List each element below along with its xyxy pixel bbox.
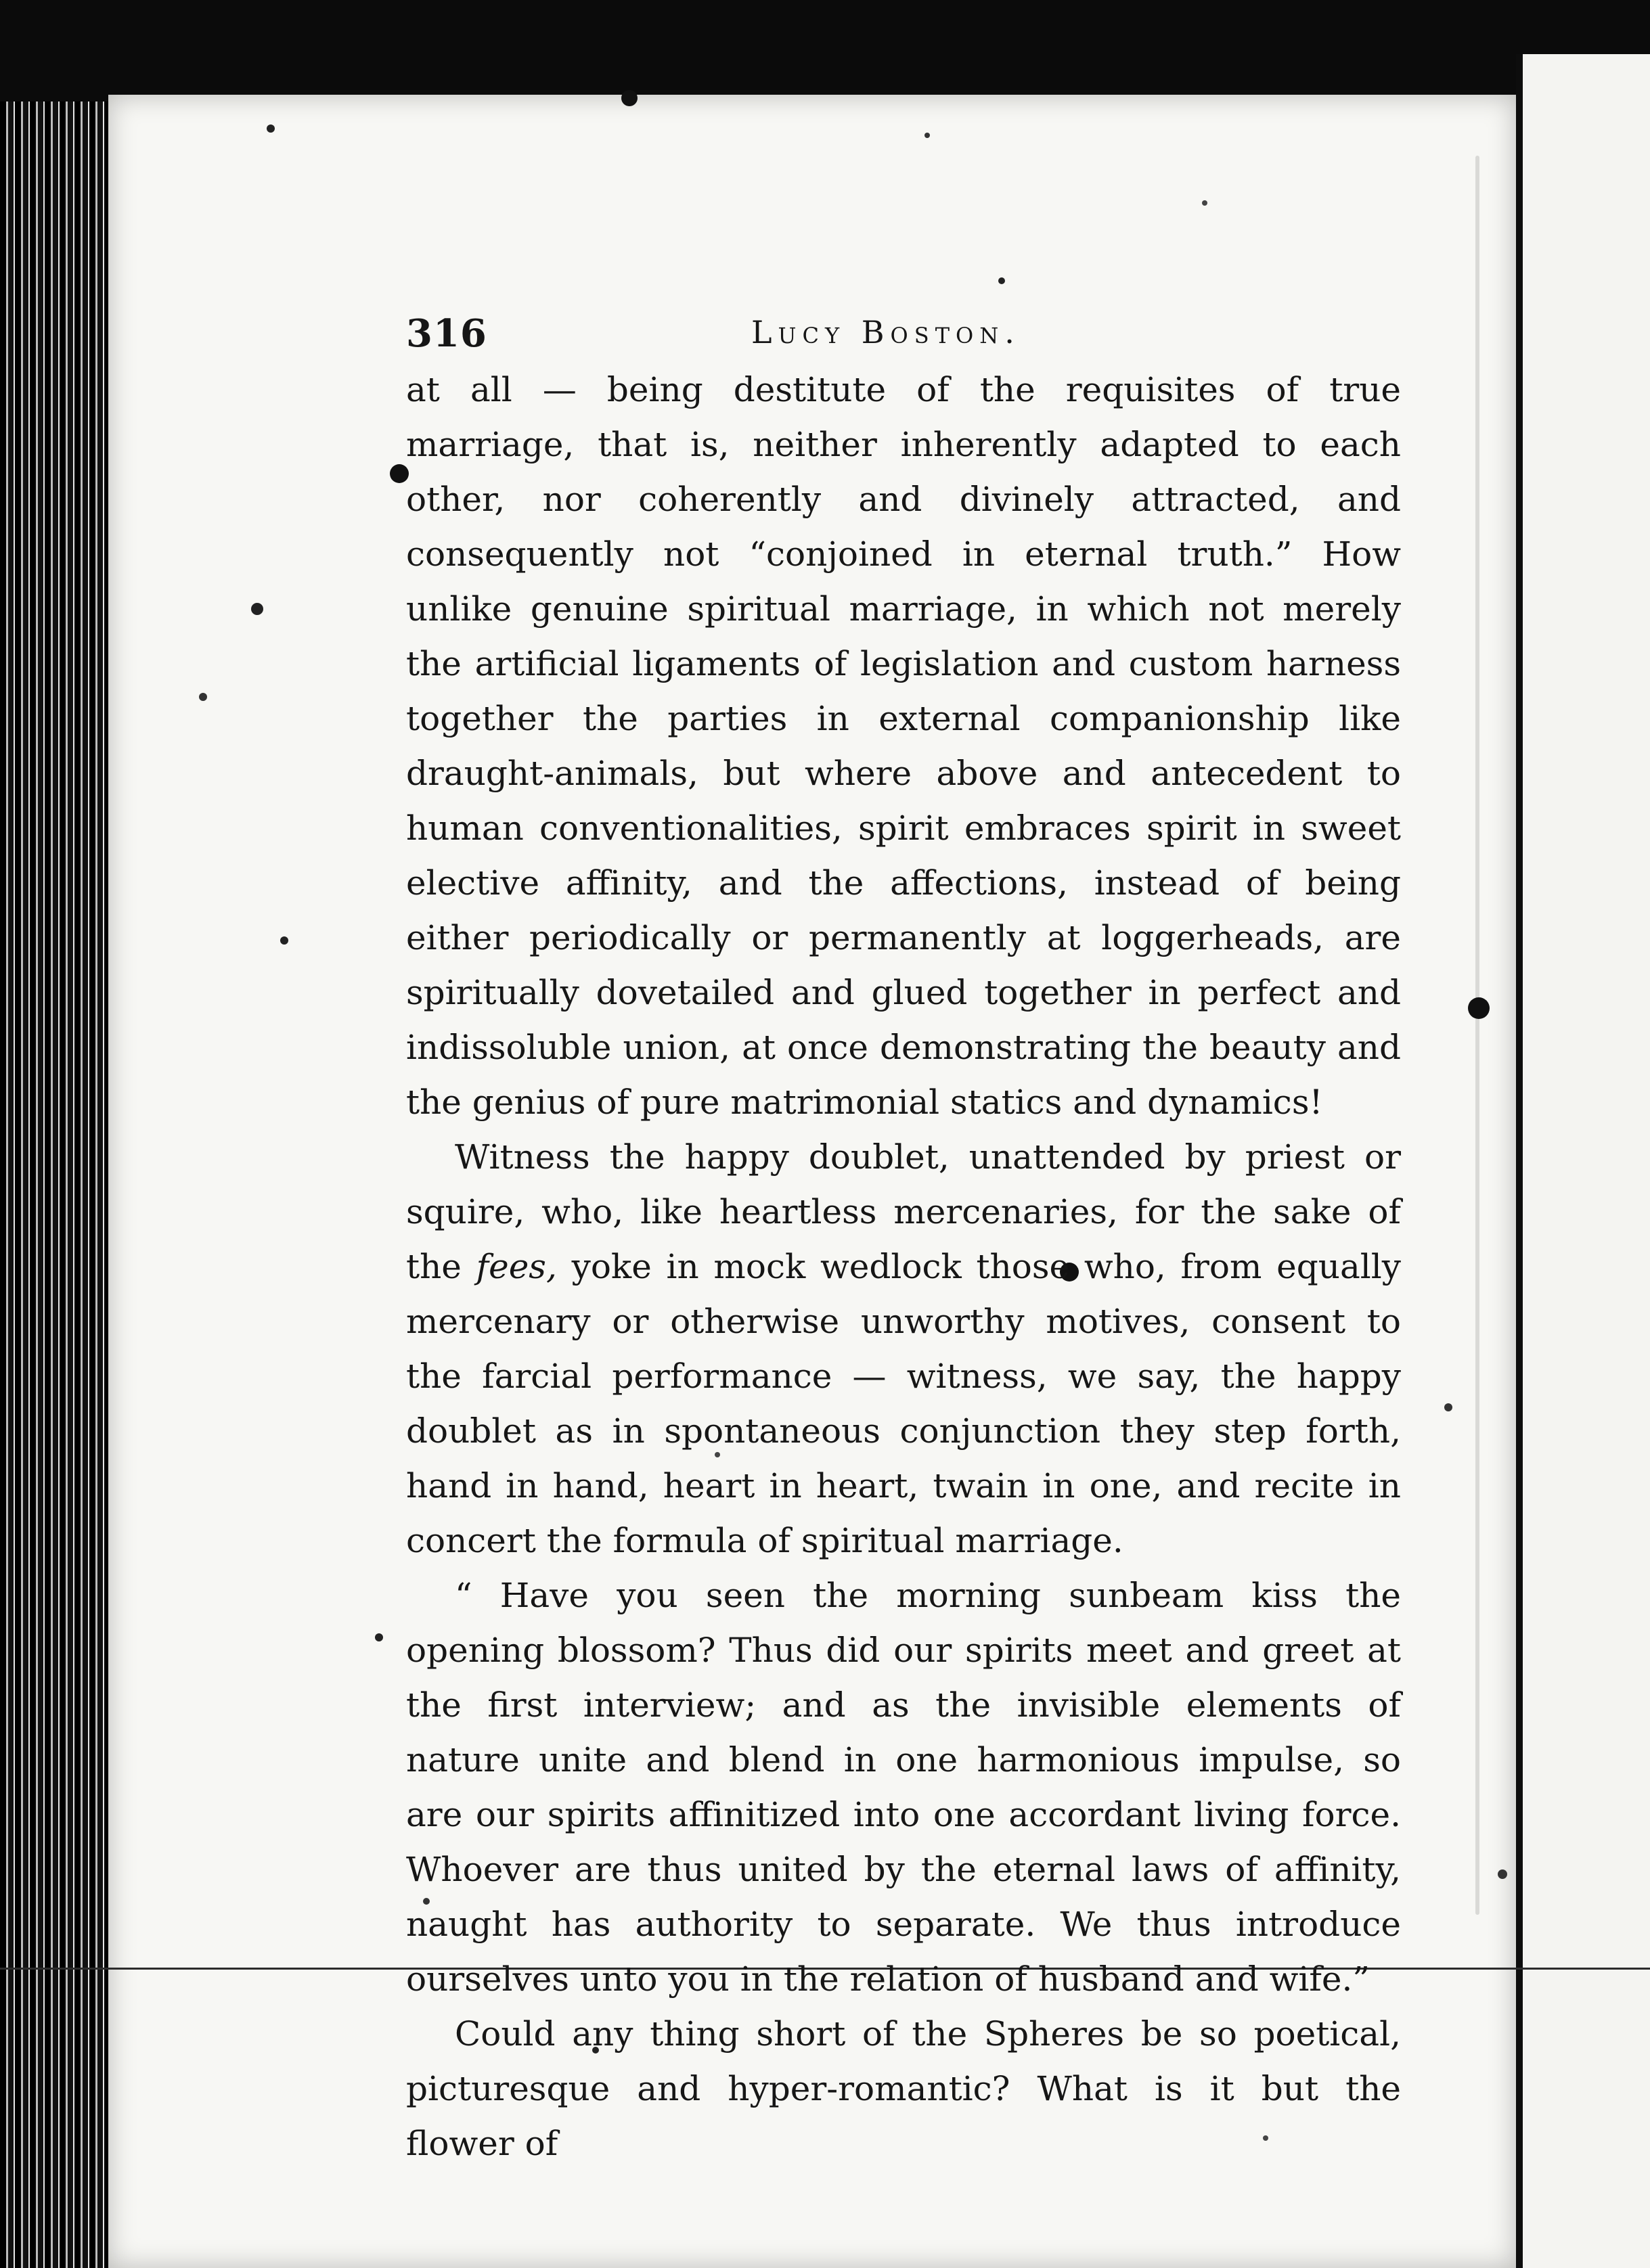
paragraph-2-text-b: yoke in mock wedlock those who, from equally mercenary or otherwise unworthy motives, consent to the farcial performance — witness, we say, the happy doublet as in spontaneous conjunction they step forth, hand in hand, heart in heart, twain in one, and recite in concert the formula of spiritual marriage.	[406, 1247, 1402, 1560]
paragraph-2	[406, 1130, 1401, 1568]
paragraph-2-italic: fees,	[476, 1247, 557, 1286]
running-header	[406, 311, 1401, 359]
paragraph-2-text-a: Witness the happy doublet, unattended by priest or squire, who, like heartless mercenaries, for the sake of the	[406, 1137, 1401, 1286]
paragraph-1: at all — being destitute of the requisites of true marriage, that is, neither inherently adapted to each other, nor coherently and divinely attracted, and consequently not “conjoined in eternal truth.” How unlike genuine spiritual marriage, in which not merely the artificial ligaments of legislation and custom harness together the parties in external companionship like draught-animals, but where above and antecedent to human conventionalities, spirit embraces spirit in sweet elective affinity, and the affections, instead of being either periodically or permanently at loggerheads, are spiritually dovetailed and glued together in perfect and indissoluble union, at once demonstrating the beauty and the genius of pure matrimonial statics and dynamics!	[406, 370, 1401, 1122]
page-text	[406, 311, 1401, 2171]
running-title: Lucy Boston.	[751, 314, 1021, 350]
page-number: 316	[406, 311, 487, 356]
paragraph-4: Could any thing short of the Spheres be so poetical, picturesque and hyper-romantic? What is it but the flower of	[406, 2014, 1401, 2163]
paragraph-3-quotation: “ Have you seen the morning sunbeam kiss the opening blossom? Thus did our spirits meet and greet at the first interview; and as the invisible elements of nature unite and blend in one harmonious impulse, so are our spirits affinitized into one accordant living force. Whoever are thus united by the eternal laws of affinity, naught has authority to separate. We thus introduce ourselves unto you in the relation of husband and wife.”	[406, 1576, 1401, 1999]
